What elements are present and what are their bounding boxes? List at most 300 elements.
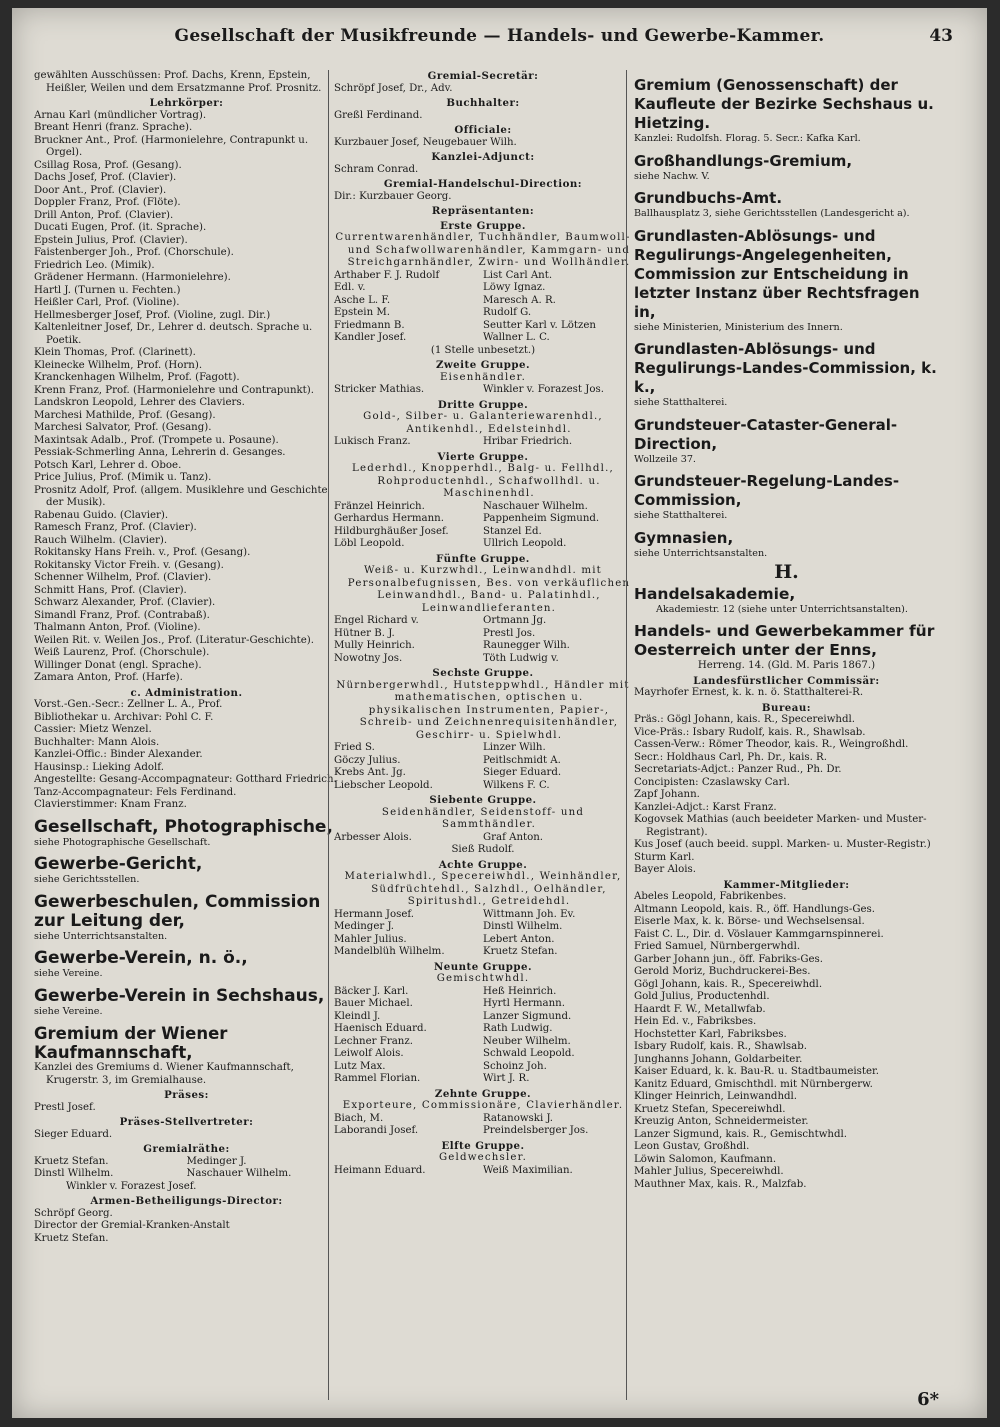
teacher-entry: Simandl Franz, Prof. (Contrabaß). — [34, 609, 210, 621]
name-pair-row — [334, 934, 632, 947]
group-description: Seidenhändler, Seidenstoff- und Sammthändler. — [381, 806, 585, 830]
signature-mark: 6* — [917, 1389, 939, 1410]
teacher-entry: Grädener Hermann. (Harmonielehre). — [34, 272, 231, 283]
admin-entry: Kanzlei-Offic.: Binder Alexander. — [34, 749, 203, 760]
name-left: Bäcker J. Karl. — [334, 985, 409, 997]
bureau-entry: Sturm Karl. — [634, 851, 695, 863]
admin-entry: Clavierstimmer: Knam Franz. — [34, 799, 187, 810]
bureau-entry: Secretariats-Adjct.: Panzer Rud., Ph. Dr. — [634, 764, 842, 775]
mitglied-entry: Löwin Salomon, Kaufmann. — [634, 1153, 777, 1165]
mitglied-entry: Kruetz Stefan, Specereiwhdl. — [634, 1103, 786, 1115]
name-right: List Carl Ant. — [483, 269, 553, 281]
group-heading: Zweite Gruppe. — [435, 359, 531, 371]
entry-heading: Grundbuchs-Amt. — [634, 189, 783, 207]
mitglied-entry: Klinger Heinrich, Leinwandhdl. — [634, 1091, 798, 1102]
mitglied-entry: Hein Ed. v., Fabriksbes. — [634, 1016, 757, 1027]
name-right: Wittmann Joh. Ev. — [483, 908, 576, 920]
name-left: Lechner Franz. — [334, 1035, 413, 1047]
name-pair-row — [334, 742, 632, 755]
column-divider — [626, 70, 627, 1400]
mitglied-entry: Fried Samuel, Nürnbergerwhdl. — [634, 941, 801, 952]
kammer-address: Herreng. 14. (Gld. M. Paris 1867.) — [697, 660, 876, 671]
entry-heading: Gesellschaft, Photographische, — [34, 816, 333, 837]
name-left: Stricker Mathias. — [334, 384, 425, 395]
name-left: Haenisch Eduard. — [334, 1023, 427, 1034]
name-left: Medinger J. — [334, 921, 394, 932]
kammer-heading: Handels- und Gewerbekammer für Oesterreich unter der Enns, — [634, 622, 935, 659]
name-left: Rammel Florian. — [334, 1073, 421, 1084]
lehrkoerper-heading: Lehrkörper: — [149, 97, 224, 109]
name-pair-row — [334, 1113, 632, 1126]
name-right: Neuber Wilhelm. — [483, 1035, 571, 1047]
name-right: Graf Anton. — [483, 831, 544, 843]
kommissaer-label: Landesfürstlicher Commissär: — [693, 674, 880, 687]
group-description: Nürnbergerwhdl., Hutsteppwhdl., Händler mit mathematischen, optischen u. physikalischen Instrumenten, Papier-, Schreib- und Zeichnenrequisitenhändler, Geschirr- u. Spielwhdl. — [336, 679, 630, 741]
teacher-entry: Kleinecke Wilhelm, Prof. (Horn). — [34, 359, 203, 371]
entry-heading: Großhandlungs-Gremium, — [634, 151, 853, 170]
mitglied-entry: Junghanns Johann, Goldarbeiter. — [634, 1053, 803, 1065]
teacher-entry: Friedrich Leo. (Mimik). — [34, 259, 155, 271]
entry-text: siehe Statthalterei. — [634, 397, 728, 408]
name-pair-row — [334, 946, 632, 959]
administration-heading: c. Administration. — [130, 686, 243, 699]
name-right: Winkler v. Forazest Jos. — [483, 384, 604, 395]
mitglied-entry: Faist C. L., Dir. d. Vöslauer Kammgarnspinnerei. — [634, 928, 884, 940]
mitglieder-list — [634, 891, 939, 1191]
mitglied-entry: Kanitz Eduard, Gmischthdl. mit Nürnbergerw. — [634, 1078, 873, 1090]
group-description: Weiß- u. Kurzwhdl., Leinwandhdl. mit Personalbefugnissen, Bes. von verkäuflichen Leinwandhdl., Band- u. Palatinhdl., Leinwandlieferanten. — [347, 565, 631, 614]
name-right: Schoinz Joh. — [483, 1060, 547, 1072]
page-number: 43 — [929, 26, 953, 46]
document-page — [12, 8, 987, 1418]
name-pair-row — [334, 295, 632, 308]
right-entries — [634, 76, 939, 560]
armen-label: Armen-Betheiligungs-Director: — [90, 1195, 283, 1207]
officiale-label: Officiale: — [454, 124, 512, 136]
name-left: Lukisch Franz. — [334, 436, 411, 447]
teacher-entry: Heißler Carl, Prof. (Violine). — [34, 297, 180, 308]
name-left: Engel Richard v. — [334, 615, 419, 626]
mitglied-entry: Isbary Rudolf, kais. R., Shawlsab. — [634, 1041, 807, 1052]
teacher-entry: Schwarz Alexander, Prof. (Clavier). — [34, 597, 216, 608]
name-left: Nowotny Jos. — [334, 652, 403, 664]
name-pair-row — [334, 384, 632, 397]
admin-entry: Angestellte: Gesang-Accompagnateur: Gotthard Friedrich. — [34, 774, 337, 785]
praeses-label: Präses: — [164, 1089, 209, 1101]
bureau-entry: Zapf Johann. — [634, 789, 700, 800]
teacher-entry: Weiß Laurenz, Prof. (Chorschule). — [34, 647, 210, 658]
name-right: Seutter Karl v. Lötzen — [483, 319, 596, 331]
group-heading: Fünfte Gruppe. — [436, 552, 530, 565]
name-pair-row — [334, 1011, 632, 1024]
name-pair-row — [334, 282, 632, 295]
name-left: Arbesser Alois. — [334, 831, 412, 843]
group-description: Geldwechsler. — [438, 1152, 528, 1163]
teacher-entry: Maxintsak Adalb., Prof. (Trompete u. Posaune). — [34, 434, 279, 446]
group-heading: Neunte Gruppe. — [433, 960, 533, 973]
teacher-entry: Rabenau Guido. (Clavier). — [34, 509, 169, 521]
name-left: Mandelblüh Wilhelm. — [334, 946, 445, 957]
mitglied-entry: Garber Johann jun., öff. Fabriks-Ges. — [634, 953, 824, 965]
armen-name: Schröpf Georg. — [34, 1207, 113, 1219]
stellvertreter-label: Präses-Stellvertreter: — [119, 1116, 254, 1128]
name-left: Bauer Michael. — [334, 998, 413, 1009]
mitglied-entry: Haardt F. W., Metallwfab. — [634, 1003, 766, 1015]
bureau-label: Bureau: — [761, 701, 812, 714]
name-pair-row — [334, 1036, 632, 1049]
name-left: Liebscher Leopold. — [334, 779, 433, 791]
group-heading: Achte Gruppe. — [438, 858, 528, 871]
name-pair-row — [34, 1156, 339, 1169]
name-pair-row — [334, 320, 632, 333]
name-pair-row — [334, 909, 632, 922]
adjunct-label: Kanzlei-Adjunct: — [431, 151, 535, 163]
teacher-entry: Hartl J. (Turnen u. Fechten.) — [34, 284, 181, 296]
intro-text: gewählten Ausschüssen: Prof. Dachs, Krenn, Epstein, Heißler, Weilen und dem Ersatzmanne Prof. Prosnitz. — [34, 70, 322, 94]
entry-text: siehe Statthalterei. — [634, 510, 728, 521]
name-right: Heß Heinrich. — [483, 985, 557, 997]
name-right: Linzer Wilh. — [483, 742, 546, 753]
name-right: Maresch A. R. — [483, 294, 556, 306]
column-divider — [328, 70, 329, 1400]
group-description: Gemischtwhdl. — [436, 973, 530, 984]
teacher-entry: Rokitansky Hans Freih. v., Prof. (Gesang). — [34, 547, 251, 558]
name-right: Lebert Anton. — [483, 933, 555, 945]
group-heading: Vierte Gruppe. — [437, 450, 529, 463]
administration-list — [34, 699, 339, 812]
name-right: Ortmann Jg. — [483, 615, 547, 626]
name-left: Kruetz Stefan. — [34, 1155, 109, 1167]
name-left: Krebs Ant. Jg. — [334, 767, 406, 778]
gremialraethe-label: Gremialräthe: — [143, 1143, 230, 1155]
name-left: Kleindl J. — [334, 1010, 381, 1022]
sekretaer-name: Schröpf Josef, Dr., Adv. — [334, 82, 453, 94]
entry-text: Kanzlei: Rudolfsh. Florag. 5. Secr.: Kafka Karl. — [634, 133, 861, 144]
name-left: Mully Heinrich. — [334, 640, 415, 651]
teacher-entry: Breant Henri (franz. Sprache). — [34, 122, 193, 133]
name-left: Asche L. F. — [334, 294, 391, 306]
name-pair-row — [334, 436, 632, 449]
name-right: Preindelsberger Jos. — [483, 1125, 589, 1136]
name-left: Lutz Max. — [334, 1060, 386, 1072]
name-left: Kandler Josef. — [334, 332, 407, 343]
officiale-names: Kurzbauer Josef, Neugebauer Wilh. — [334, 136, 517, 148]
group-list — [334, 220, 632, 1178]
name-left: Mahler Julius. — [334, 933, 407, 945]
teacher-entry: Price Julius, Prof. (Mimik u. Tanz). — [34, 472, 212, 483]
entry-text: siehe Gerichtsstellen. — [34, 874, 140, 885]
bureau-entry: Vice-Präs.: Isbary Rudolf, kais. R., Shawlsab. — [634, 726, 866, 738]
name-left: Löbl Leopold. — [334, 538, 405, 549]
entry-heading: Grundsteuer-Regelung-Landes-Commission, — [634, 472, 900, 509]
entry-heading: Grundlasten-Ablösungs- und Regulirungs-Angelegenheiten, Commission zur Entscheidung in letzter Instanz über Rechtsfragen in, — [634, 226, 920, 321]
name-pair-row — [334, 307, 632, 320]
mitglied-entry: Leon Gustav, Großhdl. — [634, 1141, 750, 1152]
name-right: Stanzel Ed. — [483, 525, 542, 537]
name-pair-row — [334, 986, 632, 999]
teacher-entry: Potsch Karl, Lehrer d. Oboe. — [34, 459, 182, 471]
group-heading: Erste Gruppe. — [440, 219, 526, 232]
name-right: Ratanowski J. — [483, 1112, 553, 1124]
name-right: Prestl Jos. — [483, 627, 536, 639]
name-pair-row — [334, 1073, 632, 1086]
buchhalter-label: Buchhalter: — [446, 97, 520, 109]
entry-text: siehe Nachw. V. — [634, 170, 710, 182]
name-pair-row — [334, 615, 632, 628]
column-middle — [334, 70, 632, 1177]
name-left: Edl. v. — [334, 282, 366, 293]
name-left: Hütner B. J. — [334, 627, 395, 639]
admin-entry: Buchhalter: Mann Alois. — [34, 736, 160, 748]
bureau-entry: Kogovsek Mathias (auch beeideter Marken- und Muster-Registrant). — [634, 814, 927, 838]
name-right: Hribar Friedrich. — [483, 436, 573, 447]
teacher-entry: Zamara Anton, Prof. (Harfe). — [34, 672, 183, 683]
gremium-text: Kanzlei des Gremiums d. Wiener Kaufmannschaft, Krugerstr. 3, im Gremialhause. — [34, 1062, 294, 1086]
kranken-label: Director der Gremial-Kranken-Anstalt — [34, 1220, 230, 1231]
bureau-entry: Präs.: Gögl Johann, kais. R., Specereiwhdl. — [634, 714, 855, 725]
bureau-entry: Cassen-Verw.: Römer Theodor, kais. R., Weingroßhdl. — [634, 739, 909, 750]
teacher-entry: Thalmann Anton, Prof. (Violine). — [34, 622, 201, 633]
teacher-entry: Bruckner Ant., Prof. (Harmonielehre, Contrapunkt u. Orgel). — [34, 134, 309, 158]
name-left: Biach, M. — [334, 1112, 384, 1124]
mitglied-entry: Mauthner Max, kais. R., Malzfab. — [634, 1178, 807, 1190]
teacher-entry: Landskron Leopold, Lehrer des Claviers. — [34, 397, 245, 408]
teacher-entry: Hellmesberger Josef, Prof. (Violine, zugl. Dir.) — [34, 309, 271, 321]
teacher-entry: Dachs Josef, Prof. (Clavier). — [34, 172, 177, 183]
teacher-entry: Schenner Wilhelm, Prof. (Clavier). — [34, 572, 212, 583]
teacher-entry: Csillag Rosa, Prof. (Gesang). — [34, 159, 182, 171]
teacher-entry: Klein Thomas, Prof. (Clarinett). — [34, 347, 196, 358]
name-right: Schwald Leopold. — [483, 1048, 575, 1059]
handelschul-name: Dir.: Kurzbauer Georg. — [334, 190, 452, 202]
name-pair-row — [334, 1165, 632, 1178]
name-right: Sieger Eduard. — [483, 767, 562, 778]
bureau-entry: Kus Josef (auch beeid. suppl. Marken- u. Muster-Registr.) — [634, 839, 931, 850]
name-pair-row — [34, 1168, 339, 1181]
teacher-list — [34, 110, 339, 685]
group-heading: Elfte Gruppe. — [441, 1139, 525, 1152]
name-pair-row — [334, 832, 632, 845]
name-right: Löwy Ignaz. — [483, 282, 546, 293]
name-left: Friedmann B. — [334, 319, 405, 331]
entry-text: Wollzeile 37. — [634, 453, 696, 465]
group-description: Gold-, Silber- u. Galanteriewarenhdl., Antikenhdl., Edelsteinhdl. — [363, 411, 603, 435]
teacher-entry: Faistenberger Joh., Prof. (Chorschule). — [34, 247, 234, 258]
name-right: Raunegger Wilh. — [483, 640, 570, 651]
admin-entry: Cassier: Mietz Wenzel. — [34, 724, 152, 735]
name-pair-row — [334, 526, 632, 539]
mitglied-entry: Abeles Leopold, Fabrikenbes. — [634, 891, 787, 902]
teacher-entry: Drill Anton, Prof. (Clavier). — [34, 209, 174, 221]
group-heading: Sechste Gruppe. — [432, 667, 534, 679]
name-right: Wilkens F. C. — [483, 779, 550, 791]
buchhalter-name: Greßl Ferdinand. — [334, 109, 423, 121]
teacher-entry: Rokitansky Victor Freih. v. (Gesang). — [34, 559, 224, 571]
bureau-entry: Kanzlei-Adjct.: Karst Franz. — [634, 801, 777, 813]
bureau-list — [634, 714, 939, 877]
teacher-entry: Kaltenleitner Josef, Dr., Lehrer d. deutsch. Sprache u. Poetik. — [34, 322, 313, 346]
name-right: Medinger J. — [186, 1155, 247, 1167]
praeses-name: Prestl Josef. — [34, 1101, 96, 1113]
teacher-entry: Doppler Franz, Prof. (Flöte). — [34, 197, 181, 208]
column-right — [634, 70, 939, 1191]
name-pair-row — [334, 513, 632, 526]
admin-entry: Tanz-Accompagnateur: Fels Ferdinand. — [34, 786, 237, 798]
teacher-entry: Prosnitz Adolf, Prof. (allgem. Musiklehre und Geschichte der Musik). — [34, 484, 328, 508]
name-right: Weiß Maximilian. — [483, 1164, 573, 1176]
teacher-entry: Krenn Franz, Prof. (Harmonielehre und Contrapunkt). — [34, 384, 314, 396]
kranken-name: Kruetz Stefan. — [34, 1232, 109, 1244]
name-pair-row — [334, 1048, 632, 1061]
name-pair-row — [334, 653, 632, 666]
name-left: Leiwolf Alois. — [334, 1048, 404, 1059]
mitglied-entry: Lanzer Sigmund, kais. R., Gemischtwhdl. — [634, 1128, 848, 1140]
name-right: Hyrtl Hermann. — [483, 998, 565, 1009]
group-heading: Siebente Gruppe. — [429, 794, 537, 806]
group-note: (1 Stelle unbesetzt.) — [430, 344, 536, 356]
name-left: Heimann Eduard. — [334, 1164, 426, 1176]
teacher-entry: Rauch Wilhelm. (Clavier). — [34, 534, 168, 546]
entry-heading: Grundsteuer-Cataster-General-Direction, — [634, 415, 898, 453]
name-left: Gerhardus Hermann. — [334, 513, 444, 524]
teacher-entry: Willinger Donat (engl. Sprache). — [34, 659, 202, 671]
gremium-heading: Gremium der Wiener Kaufmannschaft, — [34, 1024, 228, 1062]
name-pair-row — [334, 998, 632, 1011]
teacher-entry: Pessiak-Schmerling Anna, Lehrerin d. Gesanges. — [34, 447, 286, 458]
entry-heading: Gewerbe-Verein in Sechshaus, — [34, 985, 325, 1006]
entry-text: siehe Unterrichtsanstalten. — [634, 547, 768, 559]
name-left: Laborandi Josef. — [334, 1125, 419, 1136]
name-right: Peitlschmidt A. — [483, 754, 561, 766]
gremialraethe-last: Winkler v. Forazest Josef. — [66, 1180, 197, 1192]
name-pair-row — [334, 332, 632, 345]
name-pair-row — [334, 921, 632, 934]
group-heading: Zehnte Gruppe. — [434, 1087, 532, 1100]
name-right: Wallner L. C. — [483, 332, 550, 343]
mitglieder-label: Kammer-Mitglieder: — [723, 878, 850, 891]
mitglied-entry: Eiserle Max, k. k. Börse- und Wechselsensal. — [634, 916, 865, 927]
entry-heading: Gewerbeschulen, Commission zur Leitung der, — [34, 891, 321, 931]
entry-heading: Grundlasten-Ablösungs- und Regulirungs-Landes-Commission, k. k., — [634, 340, 937, 396]
group-description: Exporteure, Commissionäre, Clavierhändler. — [342, 1100, 624, 1111]
admin-entry: Vorst.-Gen.-Secr.: Zellner L. A., Prof. — [34, 699, 223, 710]
mitglied-entry: Gerold Moriz, Buchdruckerei-Bes. — [634, 966, 811, 977]
group-description: Lederhdl., Knopperhdl., Balg- u. Fellhdl., Rohproductenhdl., Schafwollhdl. u. Maschinenhdl. — [352, 463, 614, 499]
name-left: Hermann Josef. — [334, 908, 414, 920]
stellvertreter-name: Sieger Eduard. — [34, 1128, 113, 1140]
name-left: Fried S. — [334, 742, 375, 753]
name-left: Göczy Julius. — [334, 754, 401, 766]
handelschul-label: Gremial-Handelschul-Direction: — [383, 178, 583, 190]
name-pair-row — [334, 1061, 632, 1074]
name-pair-row — [334, 1023, 632, 1036]
name-right: Dinstl Wilhelm. — [483, 921, 563, 932]
name-left: Fränzel Heinrich. — [334, 500, 425, 512]
name-right: Rath Ludwig. — [483, 1023, 553, 1034]
teacher-entry: Marchesi Salvator, Prof. (Gesang). — [34, 422, 212, 433]
name-pair-row — [334, 270, 632, 283]
section-letter: H. — [774, 561, 799, 583]
name-pair-row — [334, 501, 632, 514]
page-header: Gesellschaft der Musikfreunde — Handels- und Gewerbe-Kammer. — [174, 26, 825, 46]
mitglied-entry: Kreuzig Anton, Schneidermeister. — [634, 1116, 809, 1127]
group-description: Currentwarenhändler, Tuchhändler, Baumwoll- und Schafwollwarenhändler, Kammgarn- und Streichgarnhändler, Zwirn- und Wollhändler. — [335, 232, 631, 268]
teacher-entry: Schmitt Hans, Prof. (Clavier). — [34, 584, 187, 596]
entry-text: siehe Vereine. — [34, 1005, 103, 1017]
handelsakademie-heading: Handelsakademie, — [634, 584, 796, 603]
mitglied-entry: Mahler Julius, Specereiwhdl. — [634, 1166, 784, 1177]
teacher-entry: Ramesch Franz, Prof. (Clavier). — [34, 522, 197, 533]
name-pair-row — [334, 1125, 632, 1138]
group-description: Materialwhdl., Specereiwhdl., Weinhändler, Südfrüchtehdl., Salzhdl., Oelhändler, Spiritushdl., Getreidehdl. — [344, 871, 622, 907]
teacher-entry: Marchesi Mathilde, Prof. (Gesang). — [34, 409, 216, 421]
name-right: Töth Ludwig v. — [483, 652, 559, 664]
entry-heading: Gewerbe-Gericht, — [34, 854, 203, 874]
mitglied-entry: Hochstetter Karl, Fabriksbes. — [634, 1028, 787, 1040]
name-pair-row — [334, 780, 632, 793]
entry-heading: Gewerbe-Verein, n. ö., — [34, 948, 248, 968]
entry-heading: Gremium (Genossenschaft) der Kaufleute der Bezirke Sechshaus u. Hietzing. — [634, 76, 934, 132]
left-entries — [34, 818, 339, 1019]
teacher-entry: Door Ant., Prof. (Clavier). — [34, 184, 167, 196]
handelsakademie-text: Akademiestr. 12 (siehe unter Unterrichtsanstalten). — [656, 603, 908, 615]
entry-text: siehe Ministerien, Ministerium des Innern. — [634, 321, 843, 333]
name-right: Pappenheim Sigmund. — [483, 513, 600, 524]
teacher-entry: Ducati Eugen, Prof. (it. Sprache). — [34, 222, 207, 233]
teacher-entry: Epstein Julius, Prof. (Clavier). — [34, 234, 188, 246]
teacher-entry: Kranckenhagen Wilhelm, Prof. (Fagott). — [34, 372, 240, 383]
teacher-entry: Arnau Karl (mündlicher Vortrag). — [34, 109, 207, 121]
group-description: Eisenhändler. — [439, 371, 527, 383]
mitglied-entry: Gögl Johann, kais. R., Specereiwhdl. — [634, 978, 823, 990]
group-heading: Dritte Gruppe. — [437, 398, 529, 411]
entry-heading: Gymnasien, — [634, 528, 734, 547]
bureau-entry: Bayer Alois. — [634, 864, 696, 875]
name-pair-row — [334, 767, 632, 780]
name-right: Rudolf G. — [483, 307, 532, 318]
name-right: Naschauer Wilhelm. — [483, 500, 588, 512]
group-note: Sieß Rudolf. — [451, 844, 515, 855]
name-pair-row — [334, 628, 632, 641]
name-right: Lanzer Sigmund. — [483, 1010, 572, 1022]
adjunct-name: Schram Conrad. — [334, 163, 419, 175]
name-pair-row — [334, 755, 632, 768]
kommissaer-name: Mayrhofer Ernest, k. k. n. ö. Statthalterei-R. — [634, 687, 864, 698]
column-left — [34, 70, 339, 1245]
name-left: Hildburghäußer Josef. — [334, 525, 449, 537]
mitglied-entry: Altmann Leopold, kais. R., öff. Handlungs-Ges. — [634, 903, 875, 915]
entry-text: siehe Photographische Gesellschaft. — [34, 836, 211, 848]
name-left: Dinstl Wilhelm. — [34, 1168, 114, 1179]
sekretaer-label: Gremial-Secretär: — [427, 70, 539, 82]
teacher-entry: Weilen Rit. v. Weilen Jos., Prof. (Literatur-Geschichte). — [34, 634, 315, 646]
admin-entry: Bibliothekar u. Archivar: Pohl C. F. — [34, 711, 214, 723]
gremialraethe-list — [34, 1156, 339, 1181]
entry-text: siehe Unterrichtsanstalten. — [34, 930, 168, 942]
entry-text: siehe Vereine. — [34, 968, 103, 979]
name-pair-row — [334, 538, 632, 551]
mitglied-entry: Gold Julius, Productenhdl. — [634, 991, 770, 1002]
name-right: Wirt J. R. — [483, 1073, 530, 1084]
entry-text: Ballhausplatz 3, siehe Gerichtsstellen (Landesgericht a). — [634, 208, 910, 219]
admin-entry: Hausinsp.: Lieking Adolf. — [34, 761, 164, 773]
name-left: Epstein M. — [334, 307, 391, 318]
mitglied-entry: Kaiser Eduard, k. k. Bau-R. u. Stadtbaumeister. — [634, 1066, 880, 1077]
bureau-entry: Concipisten: Czaslawsky Carl. — [634, 776, 790, 788]
name-right: Kruetz Stefan. — [483, 946, 558, 957]
name-right: Naschauer Wilhelm. — [186, 1168, 292, 1179]
name-left: Arthaber F. J. Rudolf — [334, 269, 440, 281]
